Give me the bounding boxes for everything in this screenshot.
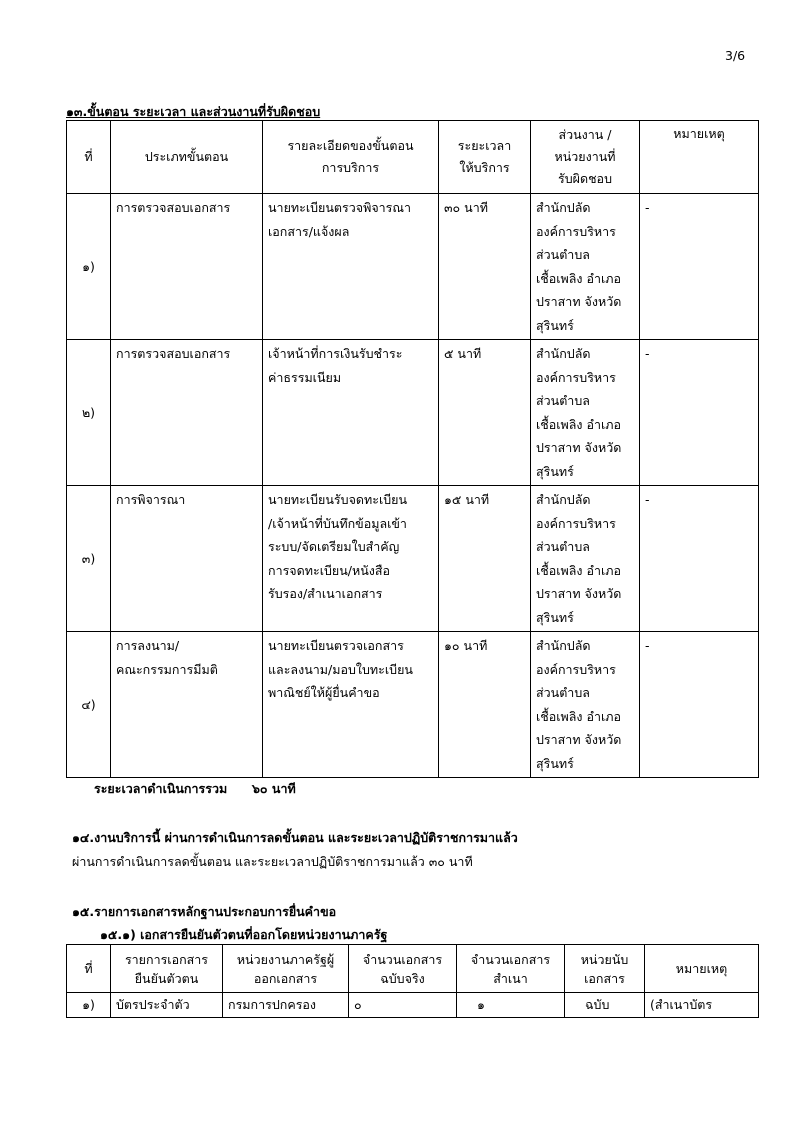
doc-header-no: ที่ bbox=[67, 945, 111, 993]
doc-header-copy-line-2: สำเนา bbox=[493, 970, 528, 986]
table-row bbox=[67, 340, 759, 486]
doc-header-agency bbox=[223, 945, 349, 993]
doc-header-original bbox=[349, 945, 457, 993]
doc-header-original-line-2: ฉบับจริง bbox=[380, 970, 425, 986]
doc-header-document-line-1: รายการเอกสาร bbox=[124, 951, 209, 967]
doc-row-number: ๑) bbox=[67, 993, 111, 1018]
section-15-title: ๑๕.รายการเอกสารหลักฐานประกอบการยื่นคำขอ bbox=[72, 904, 337, 919]
detail-line: นายทะเบียนรับจดทะเบียน bbox=[268, 492, 408, 507]
unit-line: ปราสาท จังหวัด bbox=[536, 732, 622, 747]
doc-original-count: ๐ bbox=[349, 993, 457, 1018]
table-row bbox=[67, 632, 759, 778]
header-unit-line-2: หน่วยงานที่ bbox=[554, 149, 616, 164]
detail-line: เจ้าหน้าที่การเงินรับชำระ bbox=[268, 346, 403, 361]
detail-line: นายทะเบียนตรวจเอกสาร bbox=[268, 638, 404, 653]
header-step-type: ประเภทขั้นตอน bbox=[111, 121, 263, 194]
unit-line: ส่วนตำบล bbox=[536, 539, 590, 554]
step-type-line: การพิจารณา bbox=[116, 492, 186, 507]
header-time-line-1: ระยะเวลา bbox=[457, 138, 512, 153]
step-time: ๑๕ นาที bbox=[439, 486, 531, 632]
step-type bbox=[111, 486, 263, 632]
step-type bbox=[111, 194, 263, 340]
header-unit-line-1: ส่วนงาน / bbox=[558, 127, 612, 142]
table-row bbox=[67, 486, 759, 632]
unit-line: สุรินทร์ bbox=[536, 463, 574, 479]
doc-agency: กรมการปกครอง bbox=[223, 993, 349, 1018]
header-detail-line-2: การบริการ bbox=[321, 160, 380, 175]
unit-line: สำนักปลัด bbox=[536, 492, 591, 507]
detail-line: รับรอง/สำเนาเอกสาร bbox=[268, 586, 383, 601]
doc-header-original-line-1: จำนวนเอกสาร bbox=[362, 951, 443, 967]
documents-table bbox=[66, 944, 759, 1018]
steps-table bbox=[66, 120, 759, 778]
responsible-unit bbox=[531, 632, 640, 778]
doc-unit: ฉบับ bbox=[565, 993, 645, 1018]
step-note: - bbox=[640, 194, 759, 340]
responsible-unit bbox=[531, 486, 640, 632]
doc-header-unit-line-1: หน่วยนับ bbox=[580, 951, 629, 967]
section-14-body: ผ่านการดำเนินการลดขั้นตอน และระยะเวลาปฏิบัติราชการมาแล้ว ๓๐ นาที bbox=[72, 854, 473, 869]
unit-line: องค์การบริหาร bbox=[536, 223, 616, 239]
detail-line: ระบบ/จัดเตรียมใบสำคัญ bbox=[268, 539, 400, 554]
step-time: ๓๐ นาที bbox=[439, 194, 531, 340]
header-no: ที่ bbox=[67, 121, 111, 194]
doc-header-agency-line-2: ออกเอกสาร bbox=[253, 970, 318, 986]
unit-line: ส่วนตำบล bbox=[536, 685, 590, 700]
row-number: ๒) bbox=[67, 340, 111, 486]
doc-header-document bbox=[111, 945, 223, 993]
unit-line: ปราสาท จังหวัด bbox=[536, 586, 622, 601]
detail-line: พาณิชย์ให้ผู้ยื่นคำขอ bbox=[268, 685, 380, 700]
unit-line: เชื้อเพลิง อำเภอ bbox=[536, 270, 622, 286]
detail-line: การจดทะเบียน/หนังสือ bbox=[268, 562, 391, 578]
detail-line: ค่าธรรมเนียม bbox=[268, 369, 342, 385]
unit-line: ส่วนตำบล bbox=[536, 393, 590, 408]
detail-line: นายทะเบียนตรวจพิจารณา bbox=[268, 200, 412, 215]
total-time-label: ระยะเวลาดำเนินการรวม bbox=[94, 781, 228, 796]
doc-name: บัตรประจำตัว bbox=[111, 993, 223, 1018]
page-number: 3/6 bbox=[725, 48, 746, 63]
step-type-line: การตรวจสอบเอกสาร bbox=[116, 346, 231, 361]
responsible-unit bbox=[531, 194, 640, 340]
unit-line: เชื้อเพลิง อำเภอ bbox=[536, 562, 622, 578]
doc-header-unit-line-2: เอกสาร bbox=[584, 970, 625, 986]
responsible-unit bbox=[531, 340, 640, 486]
header-note: หมายเหตุ bbox=[640, 121, 759, 194]
doc-header-document-line-2: ยืนยันตัวตน bbox=[134, 970, 199, 986]
detail-line: /เจ้าหน้าที่บันทึกข้อมูลเข้า bbox=[268, 515, 407, 531]
section-14-title: ๑๔.งานบริการนี้ ผ่านการดำเนินการลดขั้นตอน และระยะเวลาปฏิบัติราชการมาแล้ว bbox=[72, 830, 518, 845]
step-time: ๑๐ นาที bbox=[439, 632, 531, 778]
header-time-line-2: ให้บริการ bbox=[459, 160, 510, 175]
header-detail bbox=[263, 121, 439, 194]
doc-header-note: หมายเหตุ bbox=[645, 945, 759, 993]
section-15-subtitle: ๑๕.๑) เอกสารยืนยันตัวตนที่ออกโดยหน่วยงานภาครัฐ bbox=[100, 927, 388, 942]
unit-line: ปราสาท จังหวัด bbox=[536, 294, 622, 309]
step-note: - bbox=[640, 340, 759, 486]
unit-line: สำนักปลัด bbox=[536, 346, 591, 361]
total-time-value: ๖๐ นาที bbox=[252, 781, 296, 796]
step-detail bbox=[263, 632, 439, 778]
row-number: ๔) bbox=[67, 632, 111, 778]
unit-line: ปราสาท จังหวัด bbox=[536, 440, 622, 455]
doc-header-copy-line-1: จำนวนเอกสาร bbox=[470, 951, 551, 967]
steps-header-row bbox=[67, 121, 759, 194]
step-type bbox=[111, 340, 263, 486]
unit-line: ส่วนตำบล bbox=[536, 247, 590, 262]
step-detail bbox=[263, 194, 439, 340]
row-number: ๓) bbox=[67, 486, 111, 632]
unit-line: สำนักปลัด bbox=[536, 200, 591, 215]
unit-line: เชื้อเพลิง อำเภอ bbox=[536, 708, 622, 724]
unit-line: สุรินทร์ bbox=[536, 609, 574, 625]
step-note: - bbox=[640, 632, 759, 778]
unit-line: เชื้อเพลิง อำเภอ bbox=[536, 416, 622, 432]
step-type-line: คณะกรรมการมีมติ bbox=[116, 661, 218, 677]
step-note: - bbox=[640, 486, 759, 632]
header-time bbox=[439, 121, 531, 194]
unit-line: สำนักปลัด bbox=[536, 638, 591, 653]
unit-line: องค์การบริหาร bbox=[536, 515, 616, 531]
header-unit bbox=[531, 121, 640, 194]
step-type-line: การตรวจสอบเอกสาร bbox=[116, 200, 231, 215]
header-detail-line-1: รายละเอียดของขั้นตอน bbox=[287, 138, 414, 153]
table-row bbox=[67, 194, 759, 340]
unit-line: องค์การบริหาร bbox=[536, 369, 616, 385]
step-time: ๕ นาที bbox=[439, 340, 531, 486]
table-row bbox=[67, 993, 759, 1018]
step-type bbox=[111, 632, 263, 778]
documents-header-row bbox=[67, 945, 759, 993]
row-number: ๑) bbox=[67, 194, 111, 340]
step-detail bbox=[263, 486, 439, 632]
unit-line: สุรินทร์ bbox=[536, 317, 574, 333]
step-type-line: การลงนาม/ bbox=[116, 638, 180, 653]
doc-header-copy bbox=[457, 945, 565, 993]
unit-line: องค์การบริหาร bbox=[536, 661, 616, 677]
step-detail bbox=[263, 340, 439, 486]
doc-header-agency-line-1: หน่วยงานภาครัฐผู้ bbox=[236, 951, 335, 967]
unit-line: สุรินทร์ bbox=[536, 755, 574, 771]
doc-note: (สำเนาบัตร bbox=[645, 993, 759, 1018]
doc-copy-count: ๑ bbox=[457, 993, 565, 1018]
header-unit-line-3: รับผิดชอบ bbox=[557, 171, 613, 186]
detail-line: และลงนาม/มอบใบทะเบียน bbox=[268, 661, 413, 677]
detail-line: เอกสาร/แจ้งผล bbox=[268, 223, 350, 239]
doc-header-unit bbox=[565, 945, 645, 993]
section-13-title: ๑๓.ขั้นตอน ระยะเวลา และส่วนงานที่รับผิดชอบ bbox=[66, 104, 321, 119]
